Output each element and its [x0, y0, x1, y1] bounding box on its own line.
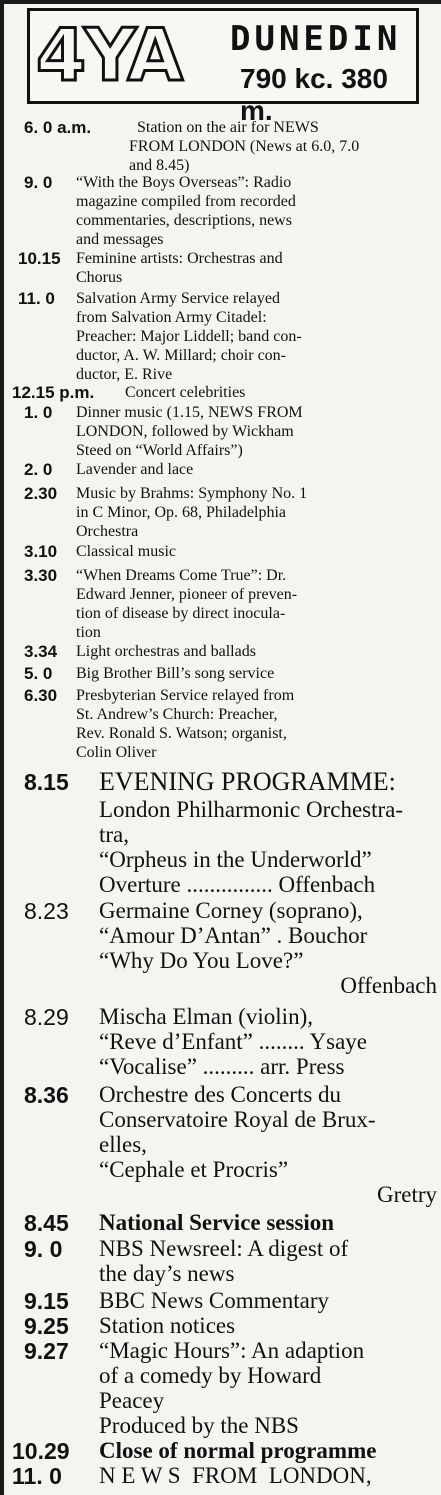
schedule-time: 9. 0: [24, 1236, 63, 1262]
schedule-description: Big Brother Bill’s song service: [76, 665, 275, 682]
schedule-description: “When Dreams Come True”: Dr. Edward Jenner, pioneer of preven- tion of disease by direct inocula- tion: [76, 567, 298, 641]
schedule-time: 8.15: [24, 769, 69, 795]
schedule-time: 11. 0: [18, 289, 55, 308]
schedule-description: Lavender and lace: [76, 461, 194, 478]
schedule-time: 3.10: [24, 542, 58, 561]
station-masthead: [27, 8, 419, 126]
schedule-time: 3.34: [24, 642, 58, 661]
schedule-description: Germaine Corney (soprano), “Amour D’Antan” . Bouchor “Why Do You Love?” Offenbach: [99, 898, 437, 998]
schedule-time: 9.15: [24, 1288, 69, 1314]
schedule-description: Dinner music (1.15, NEWS FROM LONDON, followed by Wickham Steed on “World Affairs”): [76, 404, 303, 459]
schedule-time: 10.29: [12, 1438, 70, 1464]
schedule-description: Station notices: [99, 1313, 236, 1338]
schedule-time: 8.23: [24, 898, 69, 924]
schedule-time: 2.30: [24, 484, 58, 503]
page-border-left: [0, 0, 4, 1495]
schedule-time: 12.15 p.m.: [12, 383, 95, 402]
schedule-description: Orchestre des Concerts du Conservatoire Royal de Brux- elles, “Cephale et Procris” Gretry: [99, 1082, 437, 1207]
schedule-description: Concert celebrities: [125, 384, 246, 401]
schedule-time: 1. 0: [24, 403, 53, 422]
schedule-time: 11. 0: [12, 1463, 62, 1489]
schedule-time: 6.30: [24, 686, 58, 705]
schedule-time: 8.29: [24, 1004, 69, 1030]
schedule-time: 9. 0: [24, 173, 53, 192]
schedule-description: Light orchestras and ballads: [76, 643, 256, 660]
schedule-time: 5. 0: [24, 664, 53, 683]
schedule-time: 9.25: [24, 1313, 69, 1339]
schedule-time: 10.15: [18, 249, 61, 268]
schedule-time: 8.45: [24, 1210, 69, 1236]
page-border-top: [0, 0, 441, 4]
schedule-description: National Service session: [99, 1210, 335, 1235]
station-frequency: 790 kc. 380 m.: [240, 63, 388, 126]
schedule-description: Classical music: [76, 543, 176, 560]
schedule-time: 3.30: [24, 566, 58, 585]
schedule-time: 8.36: [24, 1082, 69, 1108]
station-logo: 4YA: [36, 13, 182, 97]
schedule-description: Music by Brahms: Symphony No. 1 in C Minor, Op. 68, Philadelphia Orchestra: [76, 485, 308, 540]
schedule-description: BBC News Commentary: [99, 1288, 329, 1313]
schedule-description: Close of normal programme: [99, 1438, 377, 1463]
schedule-description: N E W S FROM LONDON,: [99, 1463, 372, 1488]
schedule-time: 6. 0 a.m.: [24, 118, 92, 137]
schedule-description: Salvation Army Service relayed from Salvation Army Citadel: Preacher: Major Liddell; band con- ductor, A. W. Millard; choir con- ductor, E. Rive: [76, 290, 302, 383]
schedule-time: 9.27: [24, 1338, 69, 1364]
schedule-description: Presbyterian Service relayed from St. Andrew’s Church: Preacher, Rev. Ronald S. Watson; organist, Colin Oliver: [76, 687, 295, 761]
schedule-description: NBS Newsreel: A digest of the day’s news: [99, 1236, 349, 1286]
schedule-description: “Magic Hours”: An adaption of a comedy by Howard Peacey Produced by the NBS: [99, 1338, 365, 1438]
schedule-description: Feminine artists: Orchestras and Chorus: [76, 250, 283, 286]
schedule-description: EVENING PROGRAMME: London Philharmonic Orchestra- tra, “Orpheus in the Underworld” Overture ............... Offenbach: [99, 767, 404, 897]
schedule-description: Mischa Elman (violin), “Reve d’Enfant” ........ Ysaye “Vocalise” ......... arr. Press: [99, 1004, 368, 1079]
schedule-time: 2. 0: [24, 460, 53, 479]
schedule-description: Station on the air for NEWS FROM LONDON (News at 6.0, 7.0 and 8.45): [129, 119, 360, 174]
schedule-description: “With the Boys Overseas”: Radio magazine compiled from recorded commentaries, descriptions, news and messages: [76, 174, 296, 248]
station-city: DUNEDIN: [230, 19, 402, 59]
